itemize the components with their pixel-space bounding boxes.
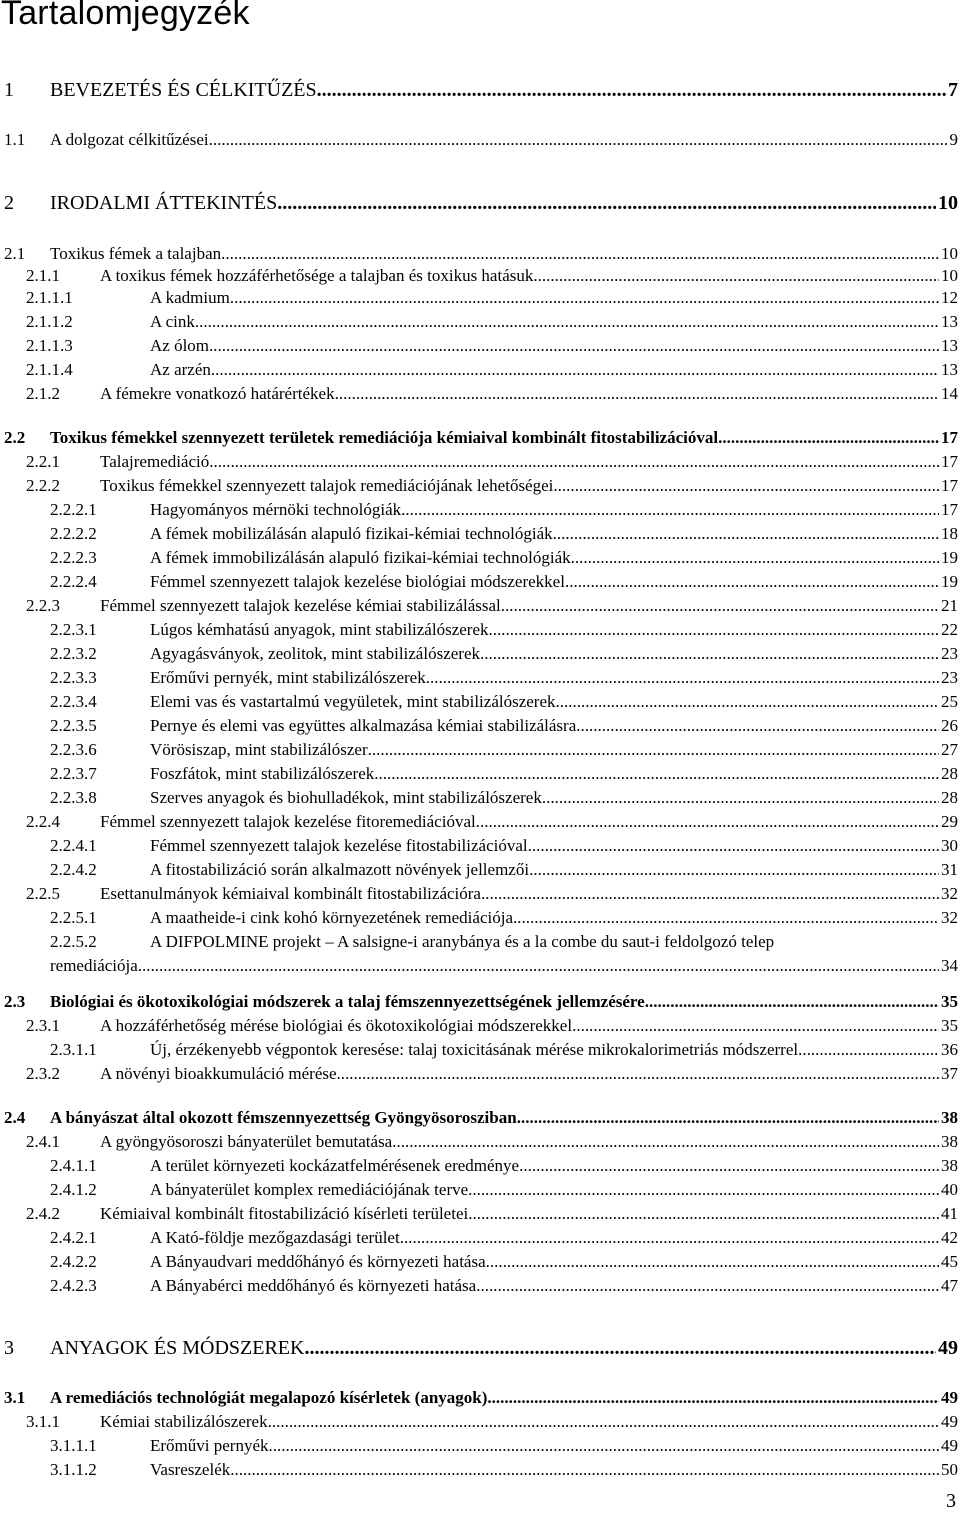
toc-leader-dots — [645, 990, 939, 1014]
toc-entry-page: 10 — [941, 244, 958, 263]
toc-entry-number: 3.1.1.1 — [50, 1436, 97, 1455]
toc-entry-page: 17 — [941, 452, 958, 471]
toc-leader-dots — [718, 426, 939, 450]
toc-entry-number: 2.4.2.2 — [50, 1252, 97, 1271]
toc-leader-dots — [553, 474, 939, 498]
toc-entry-page: 23 — [941, 644, 958, 663]
toc-entry-number: 2.4 — [4, 1108, 26, 1127]
toc-entry-number: 2.2.5 — [26, 884, 60, 903]
toc-entry-number: 2.4.2 — [26, 1204, 60, 1223]
toc-entry-page: 18 — [941, 524, 958, 543]
toc-entry-label: A bányászat által okozott fémszennyezettség Gyöngyösorosziban — [50, 1108, 517, 1127]
toc-entry-number: 2.3.1.1 — [50, 1040, 97, 1059]
toc-entry[interactable] — [0, 594, 958, 618]
toc-entry-number: 2.2.2 — [26, 476, 60, 495]
toc-entry-page: 17 — [941, 500, 958, 519]
toc-leader-dots — [528, 834, 939, 858]
toc-entry[interactable] — [0, 76, 958, 104]
toc-leader-dots — [337, 1062, 939, 1086]
toc-entry-page: 37 — [941, 1064, 958, 1083]
toc-entry[interactable] — [0, 498, 958, 522]
toc-entry-label: Szerves anyagok és biohulladékok, mint stabilizálószerek — [150, 788, 542, 807]
toc-entry[interactable] — [0, 786, 958, 810]
toc-leader-dots — [230, 1458, 939, 1482]
toc-entry-label: A cink — [150, 312, 195, 331]
toc-entry[interactable] — [0, 1154, 958, 1178]
toc-entry-label: A bányaterület komplex remediációjának terve — [150, 1180, 469, 1199]
toc-entry-label: A DIFPOLMINE projekt – A salsigne-i aranybánya és a la combe du saut-i feldolgozó telep — [150, 932, 775, 951]
toc-entry-number: 2.2.4 — [26, 812, 60, 831]
toc-leader-dots — [468, 1178, 939, 1202]
toc-entry[interactable] — [0, 1334, 958, 1362]
toc-entry-number: 2.1.1.3 — [26, 336, 73, 355]
toc-entry[interactable] — [0, 618, 958, 642]
toc-entry-page: 49 — [941, 1412, 958, 1431]
toc-entry-page: 13 — [941, 336, 958, 355]
toc-entry-page: 49 — [938, 1337, 958, 1359]
toc-entry-number: 2.2.2.1 — [50, 500, 97, 519]
toc-entry-number: 2.1.1.2 — [26, 312, 73, 331]
toc-entry-label: Vasreszelék — [150, 1460, 231, 1479]
toc-entry-number: 2.4.1 — [26, 1132, 60, 1151]
toc-entry-number: 2.2.3.1 — [50, 620, 97, 639]
toc-leader-dots — [209, 450, 939, 474]
toc-leader-dots — [480, 642, 939, 666]
toc-entry-number: 2.1.1 — [26, 266, 60, 285]
toc-entry-label: ANYAGOK ÉS MÓDSZEREK — [50, 1337, 305, 1359]
toc-entry-number: 2.4.2.3 — [50, 1276, 97, 1295]
toc-entry-number: 3.1.1 — [26, 1412, 60, 1431]
toc-leader-dots — [211, 358, 939, 382]
toc-entry-label: Erőművi pernyék, mint stabilizálószerek — [150, 668, 426, 687]
toc-entry-label: A hozzáférhetőség mérése biológiai és ökotoxikológiai módszerekkel — [100, 1016, 573, 1035]
toc-entry-page: 12 — [941, 288, 958, 307]
toc-entry-page: 40 — [941, 1180, 958, 1199]
toc-entry-label: Erőművi pernyék — [150, 1436, 269, 1455]
toc-leader-dots — [501, 594, 939, 618]
toc-entry-page: 35 — [941, 992, 958, 1011]
toc-entry-number: 3 — [4, 1337, 14, 1359]
toc-leader-dots — [556, 690, 939, 714]
toc-entry-page: 14 — [941, 384, 958, 403]
toc-entry-number: 2.4.2.1 — [50, 1228, 97, 1247]
toc-entry-label: Kémiai stabilizálószerek — [100, 1412, 268, 1431]
toc-entry-number: 2.2 — [4, 428, 26, 447]
toc-entry-label: A fémek mobilizálásán alapuló fizikai-kémiai technológiák — [150, 524, 553, 543]
toc-entry-number: 1.1 — [4, 130, 26, 149]
toc-entry-label: A remediációs technológiát megalapozó kísérletek (anyagok) — [50, 1388, 488, 1407]
toc-entry-page: 49 — [941, 1388, 958, 1407]
toc-entry-page: 10 — [938, 192, 958, 214]
toc-entry[interactable] — [0, 1014, 958, 1038]
toc-leader-dots — [426, 666, 939, 690]
toc-entry-number: 2.2.2.3 — [50, 548, 97, 567]
toc-entry-number: 1 — [4, 79, 14, 101]
toc-entry[interactable] — [0, 1130, 958, 1154]
toc-entry-number: 2.2.5.2 — [50, 932, 97, 951]
toc-entry[interactable] — [0, 334, 958, 358]
toc-entry-number: 2.3 — [4, 992, 26, 1011]
toc-leader-dots — [368, 738, 939, 762]
toc-entry-page: 47 — [941, 1276, 958, 1295]
toc-entry[interactable] — [0, 882, 958, 906]
toc-leader-dots — [374, 762, 939, 786]
page-number: 3 — [946, 1490, 956, 1512]
toc-entry[interactable] — [0, 666, 958, 690]
toc-leader-dots — [481, 882, 939, 906]
toc-entry-label: A Bányabérci meddőhányó és környezeti hatása — [150, 1276, 477, 1295]
toc-entry-label: A terület környezeti kockázatfelmérésenek eredménye — [150, 1156, 520, 1175]
toc-entry-label-continued: remediációja — [50, 956, 138, 975]
toc-entry-number: 2.4.1.1 — [50, 1156, 97, 1175]
toc-entry-page: 13 — [941, 360, 958, 379]
toc-entry-label: A fémekre vonatkozó határértékek — [100, 384, 335, 403]
toc-entry[interactable] — [0, 990, 958, 1014]
toc-entry-number: 2.2.3.3 — [50, 668, 97, 687]
toc-entry[interactable] — [0, 810, 958, 834]
toc-entry-page: 25 — [941, 692, 958, 711]
toc-entry-label: Hagyományos mérnöki technológiák — [150, 500, 402, 519]
toc-entry-label: Toxikus fémekkel szennyezett talajok remediációjának lehetőségei — [100, 476, 554, 495]
toc-leader-dots — [209, 128, 948, 152]
toc-entry-page: 27 — [941, 740, 958, 759]
toc-entry-number: 2.2.4.2 — [50, 860, 97, 879]
toc-entry-page: 49 — [941, 1436, 958, 1455]
toc-entry-label: A Bányaudvari meddőhányó és környezeti hatása — [150, 1252, 486, 1271]
toc-entry-page: 26 — [941, 716, 958, 735]
toc-entry-label: Toxikus fémekkel szennyezett területek remediációja kémiaival kombinált fitostabilizációval — [50, 428, 719, 447]
toc-entry[interactable] — [0, 264, 958, 288]
toc-entry-page: 32 — [941, 884, 958, 903]
toc-leader-dots — [542, 786, 939, 810]
toc-entry-page: 19 — [941, 572, 958, 591]
toc-entry[interactable] — [0, 1410, 958, 1434]
toc-leader-dots — [401, 498, 939, 522]
toc-entry-number: 3.1 — [4, 1388, 26, 1407]
toc-entry-page: 23 — [941, 668, 958, 687]
toc-entry-number: 2.2.3.5 — [50, 716, 97, 735]
toc-entry[interactable] — [0, 834, 958, 858]
toc-entry[interactable] — [0, 906, 958, 930]
toc-entry-number: 2.3.2 — [26, 1064, 60, 1083]
toc-entry-label: Az ólom — [150, 336, 210, 355]
toc-leader-dots — [277, 189, 936, 217]
toc-entry-label: Fémmel szennyezett talajok kezelése fitoremediációval — [100, 812, 476, 831]
toc-entry[interactable] — [0, 690, 958, 714]
toc-entry-page: 42 — [941, 1228, 958, 1247]
toc-leader-dots — [230, 286, 939, 310]
toc-entry-page: 38 — [941, 1156, 958, 1175]
toc-entry-label: Pernye és elemi vas együttes alkalmazása kémiai stabilizálásra — [150, 716, 577, 735]
toc-entry-page: 17 — [941, 476, 958, 495]
toc-leader-dots — [553, 522, 939, 546]
toc-entry-page: 22 — [941, 620, 958, 639]
toc-entry[interactable] — [0, 382, 958, 406]
toc-entry[interactable] — [0, 714, 958, 738]
toc-entry-number: 2.2.1 — [26, 452, 60, 471]
toc-leader-dots — [565, 570, 939, 594]
toc-entry-page: 35 — [941, 1016, 958, 1035]
toc-entry-number: 2.2.3.7 — [50, 764, 97, 783]
toc-leader-dots — [392, 1130, 939, 1154]
toc-entry-number: 2.2.3 — [26, 596, 60, 615]
toc-entry-page: 17 — [941, 428, 958, 447]
toc-entry-page: 45 — [941, 1252, 958, 1271]
toc-entry[interactable] — [0, 546, 958, 570]
toc-leader-dots — [519, 1154, 939, 1178]
toc-entry-page: 13 — [941, 312, 958, 331]
toc-entry[interactable] — [0, 642, 958, 666]
toc-entry-number: 2.2.2.4 — [50, 572, 97, 591]
toc-entry-page: 29 — [941, 812, 958, 831]
toc-entry-number: 2.1.2 — [26, 384, 60, 403]
toc-entry-number: 2.2.3.2 — [50, 644, 97, 663]
toc-entry[interactable] — [0, 570, 958, 594]
toc-entry-label: A maatheide-i cink kohó környezetének remediációja — [150, 908, 513, 927]
toc-entry-label: Esettanulmányok kémiaival kombinált fitostabilizációra — [100, 884, 481, 903]
toc-entry-label: Foszfátok, mint stabilizálószerek — [150, 764, 375, 783]
toc-leader-dots — [576, 714, 939, 738]
toc-entry[interactable] — [0, 762, 958, 786]
toc-leader-dots — [304, 1334, 936, 1362]
toc-entry[interactable] — [0, 426, 958, 450]
toc-entry-number: 2.1 — [4, 244, 26, 263]
toc-leader-dots — [269, 1434, 940, 1458]
page-title: Tartalomjegyzék — [1, 0, 250, 32]
toc-entry-number: 2.2.3.8 — [50, 788, 97, 807]
toc-leader-dots — [317, 76, 946, 104]
toc-entry[interactable] — [0, 1458, 958, 1482]
toc-entry-page: 10 — [941, 266, 958, 285]
toc-entry-page: 34 — [941, 956, 958, 975]
toc-entry[interactable] — [0, 858, 958, 882]
toc-entry-number: 2.1.1.4 — [26, 360, 73, 379]
toc-entry-page: 28 — [941, 788, 958, 807]
toc-entry-number: 2.2.3.6 — [50, 740, 97, 759]
toc-entry[interactable] — [0, 1106, 958, 1130]
toc-entry-label: A Kató-földje mezőgazdasági terület — [150, 1228, 400, 1247]
toc-entry[interactable] — [0, 1250, 958, 1274]
toc-entry[interactable] — [0, 242, 958, 266]
toc-entry-page: 31 — [941, 860, 958, 879]
toc-entry-label: Elemi vas és vastartalmú vegyületek, mint stabilizálószerek — [150, 692, 556, 711]
toc-entry[interactable] — [0, 930, 958, 978]
toc-entry[interactable] — [0, 1202, 958, 1226]
toc-entry[interactable] — [0, 1178, 958, 1202]
toc-leader-dots — [138, 954, 939, 978]
toc-leader-dots — [468, 1202, 939, 1226]
toc-entry-number: 2 — [4, 192, 14, 214]
toc-entry-page: 36 — [941, 1040, 958, 1059]
toc-entry-label: A dolgozat célkitűzései — [50, 130, 209, 149]
toc-leader-dots — [486, 1250, 939, 1274]
toc-leader-dots — [268, 1410, 939, 1434]
toc-entry-page: 21 — [941, 596, 958, 615]
toc-entry-label: Fémmel szennyezett talajok kezelése biológiai módszerekkel — [150, 572, 565, 591]
toc-leader-dots — [572, 1014, 939, 1038]
toc-entry[interactable] — [0, 1226, 958, 1250]
toc-entry-page: 38 — [941, 1108, 958, 1127]
toc-entry-label: IRODALMI ÁTTEKINTÉS — [50, 192, 278, 214]
toc-entry-page: 30 — [941, 836, 958, 855]
toc-leader-dots — [571, 546, 939, 570]
toc-leader-dots — [209, 334, 939, 358]
toc-entry-label: Fémmel szennyezett talajok kezelése kémiai stabilizálással — [100, 596, 501, 615]
toc-leader-dots — [529, 858, 939, 882]
toc-entry-label: BEVEZETÉS ÉS CÉLKITŰZÉS — [50, 79, 317, 101]
toc-entry[interactable] — [0, 474, 958, 498]
toc-entry[interactable] — [0, 310, 958, 334]
toc-leader-dots — [221, 242, 939, 266]
toc-entry-label: A fitostabilizáció során alkalmazott növények jellemzői — [150, 860, 530, 879]
toc-entry-label: Az arzén — [150, 360, 211, 379]
toc-entry-page: 9 — [949, 130, 958, 149]
toc-entry-page: 50 — [941, 1460, 958, 1479]
toc-entry[interactable] — [0, 522, 958, 546]
toc-entry-label: A gyöngyösoroszi bányaterület bemutatása — [100, 1132, 393, 1151]
toc-entry-page: 41 — [941, 1204, 958, 1223]
toc-entry-label: Fémmel szennyezett talajok kezelése fitostabilizációval — [150, 836, 528, 855]
toc-entry-number: 2.2.5.1 — [50, 908, 97, 927]
toc-leader-dots — [476, 810, 939, 834]
toc-entry-page: 19 — [941, 548, 958, 567]
toc-entry-number: 2.4.1.2 — [50, 1180, 97, 1199]
toc-entry-page: 38 — [941, 1132, 958, 1151]
toc-leader-dots — [487, 1386, 939, 1410]
toc-entry[interactable] — [0, 286, 958, 310]
toc-entry[interactable] — [0, 189, 958, 217]
toc-leader-dots — [798, 1038, 939, 1062]
toc-entry-page: 7 — [948, 79, 958, 101]
toc-entry-label: Kémiaival kombinált fitostabilizáció kísérleti területei — [100, 1204, 469, 1223]
toc-entry-label: Vörösiszap, mint stabilizálószer — [150, 740, 368, 759]
toc-entry[interactable] — [0, 1386, 958, 1410]
toc-entry-label: Biológiai és ökotoxikológiai módszerek a talaj fémszennyezettségének jellemzésére — [50, 992, 645, 1011]
toc-entry[interactable] — [0, 1038, 958, 1062]
toc-entry[interactable] — [0, 128, 958, 152]
toc-entry-page: 28 — [941, 764, 958, 783]
toc-entry[interactable] — [0, 1434, 958, 1458]
toc-entry-number: 2.2.3.4 — [50, 692, 97, 711]
toc-entry[interactable] — [0, 1274, 958, 1298]
toc-entry-label: Lúgos kémhatású anyagok, mint stabilizálószerek — [150, 620, 489, 639]
toc-leader-dots — [195, 310, 939, 334]
toc-entry-page: 32 — [941, 908, 958, 927]
toc-entry[interactable] — [0, 450, 958, 474]
toc-leader-dots — [476, 1274, 939, 1298]
toc-entry-number: 2.3.1 — [26, 1016, 60, 1035]
toc-entry-label: A kadmium — [150, 288, 230, 307]
toc-entry-number: 2.2.2.2 — [50, 524, 97, 543]
toc-entry-label: A toxikus fémek hozzáférhetősége a talajban és toxikus hatásuk — [100, 266, 534, 285]
toc-entry-label: Új, érzékenyebb végpontok keresése: talaj toxicitásának mérése mikrokalorimetriás módszerrel — [150, 1040, 799, 1059]
toc-entry[interactable] — [0, 358, 958, 382]
toc-leader-dots — [489, 618, 940, 642]
toc-leader-dots — [533, 264, 939, 288]
toc-entry-label: Toxikus fémek a talajban — [50, 244, 222, 263]
toc-entry[interactable] — [0, 738, 958, 762]
toc-entry-label: A fémek immobilizálásán alapuló fizikai-kémiai technológiák — [150, 548, 571, 567]
toc-entry-number: 3.1.1.2 — [50, 1460, 97, 1479]
toc-entry-label: Talajremediáció — [100, 452, 210, 471]
toc-entry-number: 2.2.4.1 — [50, 836, 97, 855]
toc-entry-label: A növényi bioakkumuláció mérése — [100, 1064, 337, 1083]
toc-entry-number: 2.1.1.1 — [26, 288, 73, 307]
toc-leader-dots — [335, 382, 939, 406]
toc-leader-dots — [517, 1106, 939, 1130]
toc-entry[interactable] — [0, 1062, 958, 1086]
toc-leader-dots — [400, 1226, 939, 1250]
toc-leader-dots — [513, 906, 939, 930]
toc-entry-label: Agyagásványok, zeolitok, mint stabilizálószerek — [150, 644, 480, 663]
